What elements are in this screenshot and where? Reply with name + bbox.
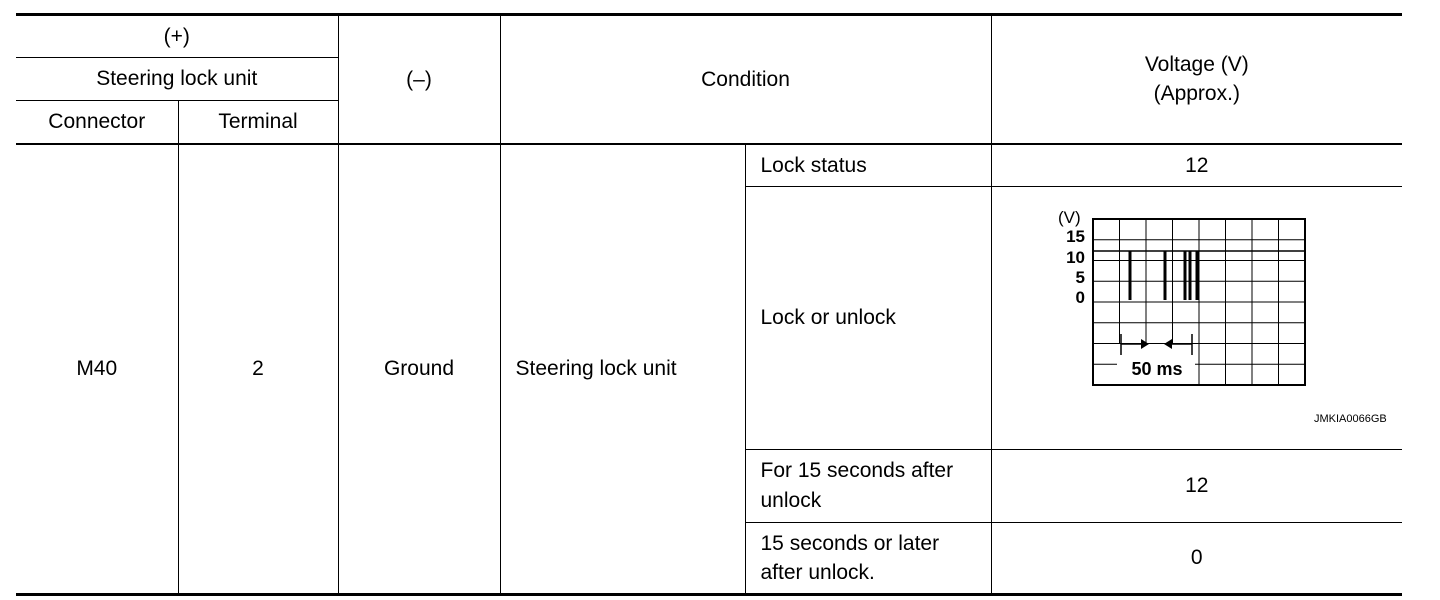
voltage-header [991, 15, 1402, 144]
condition-lock-or-unlock: Lock or unlock [745, 187, 991, 449]
voltage-15s-or-later: 0 [991, 522, 1402, 594]
terminal-header: Terminal [178, 101, 338, 144]
connector-header: Connector [16, 101, 178, 144]
condition-15s-after-unlock: For 15 seconds after unlock [745, 449, 991, 522]
unit-value: Steering lock unit [500, 144, 745, 595]
terminal-value: 2 [178, 144, 338, 595]
voltage-waveform-cell [991, 187, 1402, 449]
figure-code: JMKIA0066GB [1314, 412, 1387, 425]
y-tick-15: 15 [1065, 226, 1085, 246]
ground-value: Ground [338, 144, 500, 595]
voltage-lock-status: 12 [991, 144, 1402, 187]
voltage-15s-after-unlock: 12 [991, 449, 1402, 522]
minus-header: (–) [338, 15, 500, 144]
connector-value: M40 [16, 144, 178, 595]
voltage-header-line2: (Approx.) [1153, 82, 1240, 106]
y-tick-0: 0 [1075, 287, 1085, 307]
unit-header: Steering lock unit [16, 58, 338, 101]
y-tick-5: 5 [1075, 267, 1085, 287]
y-tick-10: 10 [1065, 247, 1085, 267]
terminal-voltage-table [16, 13, 1402, 596]
condition-15s-or-later: 15 seconds or later after unlock. [745, 522, 991, 594]
condition-lock-status: Lock status [745, 144, 991, 187]
voltage-header-line1: Voltage (V) [1144, 52, 1249, 76]
plus-header: (+) [16, 15, 338, 58]
condition-header: Condition [500, 15, 991, 144]
waveform-graph [1007, 203, 1387, 433]
waveform-unit-label: (V) [1057, 207, 1081, 227]
waveform-figure [1007, 203, 1387, 433]
time-scale-label: 50 ms [1131, 358, 1183, 379]
